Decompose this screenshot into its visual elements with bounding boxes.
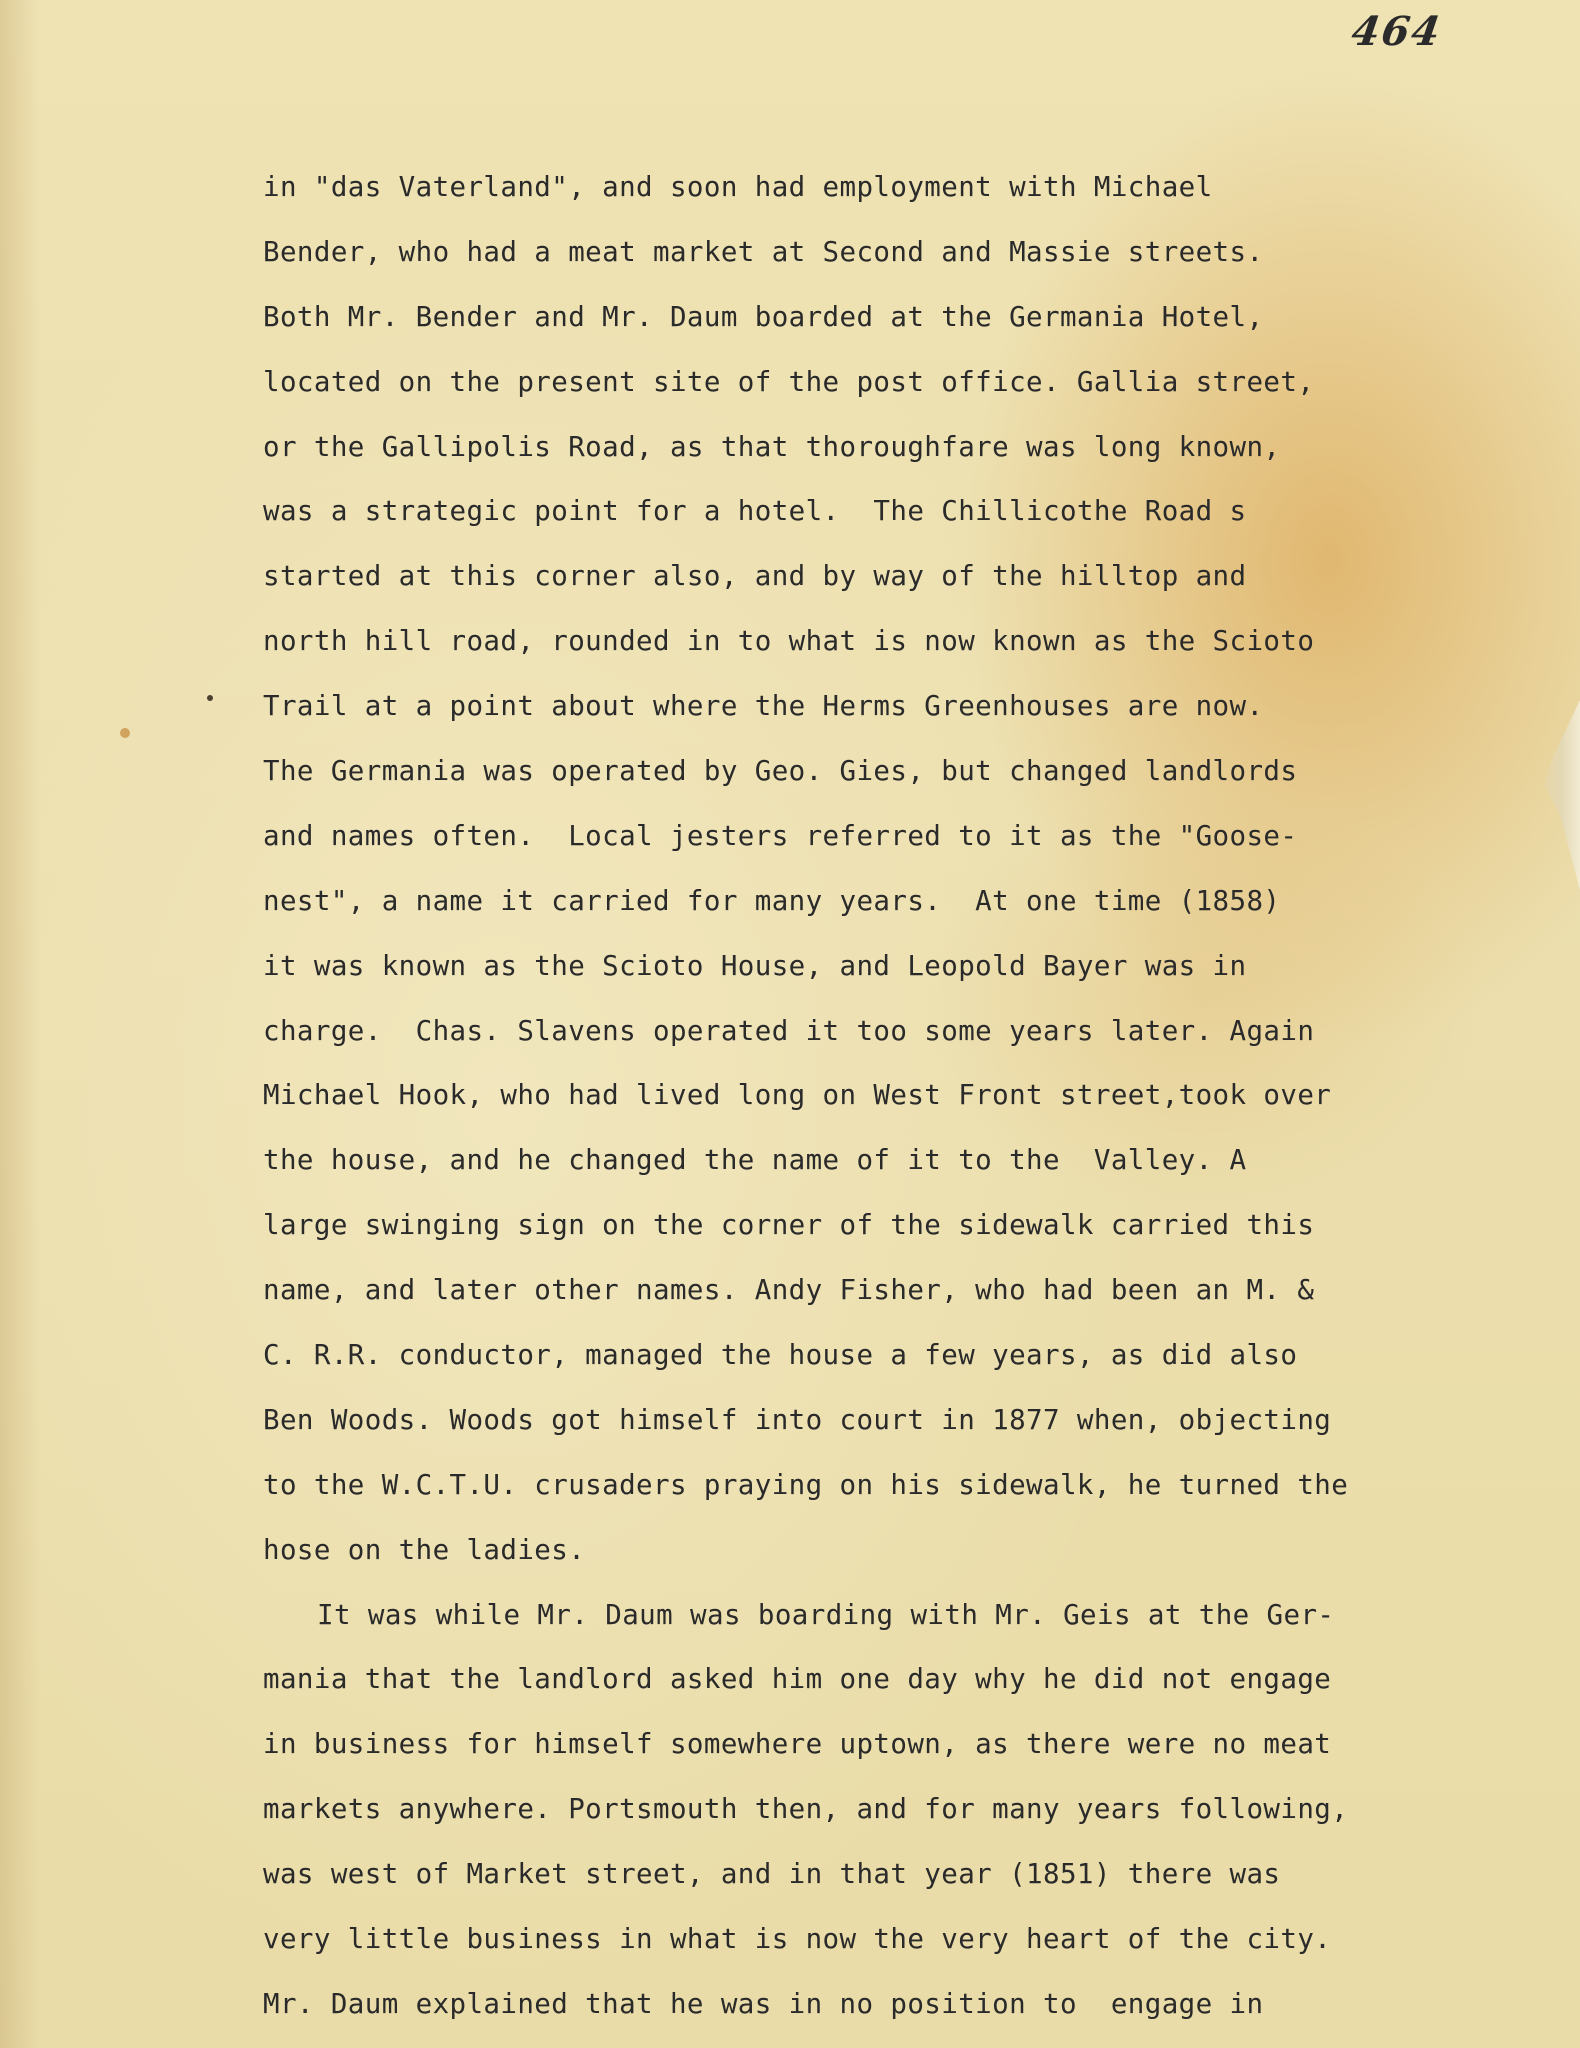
text-line: in business for himself somewhere uptown, as there were no meat: [263, 1728, 1332, 1761]
margin-dot: [207, 695, 213, 701]
text-line: or the Gallipolis Road, as that thoroughfare was long known,: [263, 430, 1281, 463]
text-line: large swinging sign on the corner of the sidewalk carried this: [263, 1209, 1315, 1242]
text-line: markets anywhere. Portsmouth then, and for many years following,: [263, 1793, 1349, 1826]
text-line: north hill road, rounded in to what is now known as the Scioto: [263, 625, 1315, 658]
text-line: C. R.R. conductor, managed the house a few years, as did also: [263, 1339, 1298, 1372]
text-line: to the W.C.T.U. crusaders praying on his sidewalk, he turned the: [263, 1468, 1349, 1501]
text-line: Michael Hook, who had lived long on West Front street,took over: [263, 1079, 1332, 1112]
text-line: nest", a name it carried for many years. At one time (1858): [263, 884, 1281, 917]
paragraph-start-line: It was while Mr. Daum was boarding with Mr. Geis at the Ger-: [317, 1598, 1335, 1631]
paper-tear: [1535, 700, 1580, 890]
text-line: The Germania was operated by Geo. Gies, but changed landlords: [263, 755, 1298, 788]
paper-edge-shading: [0, 0, 40, 2048]
text-line: Both Mr. Bender and Mr. Daum boarded at the Germania Hotel,: [263, 300, 1264, 333]
text-line: it was known as the Scioto House, and Leopold Bayer was in: [263, 949, 1247, 982]
text-line: started at this corner also, and by way of the hilltop and: [263, 560, 1247, 593]
text-line: Trail at a point about where the Herms Greenhouses are now.: [263, 690, 1264, 723]
stain-mark: [120, 728, 130, 738]
text-line: mania that the landlord asked him one day why he did not engage: [263, 1663, 1332, 1696]
text-line: hose on the ladies.: [263, 1533, 586, 1566]
typed-text-body: [263, 155, 1503, 2037]
text-line: was a strategic point for a hotel. The Chillicothe Road s: [263, 495, 1247, 528]
text-line: and names often. Local jesters referred to it as the "Goose-: [263, 819, 1298, 852]
text-line: Mr. Daum explained that he was in no position to engage in: [263, 1987, 1264, 2020]
page-number: 464: [1348, 8, 1445, 55]
text-line: the house, and he changed the name of it to the Valley. A: [263, 1144, 1247, 1177]
text-line: located on the present site of the post office. Gallia street,: [263, 365, 1315, 398]
text-line: Bender, who had a meat market at Second and Massie streets.: [263, 235, 1264, 268]
text-line: charge. Chas. Slavens operated it too some years later. Again: [263, 1014, 1315, 1047]
text-line: very little business in what is now the very heart of the city.: [263, 1923, 1332, 1956]
text-line: Ben Woods. Woods got himself into court in 1877 when, objecting: [263, 1403, 1332, 1436]
text-line: in "das Vaterland", and soon had employment with Michael: [263, 171, 1213, 203]
text-line: was west of Market street, and in that year (1851) there was: [263, 1858, 1281, 1891]
text-line: name, and later other names. Andy Fisher, who had been an M. &: [263, 1274, 1315, 1307]
